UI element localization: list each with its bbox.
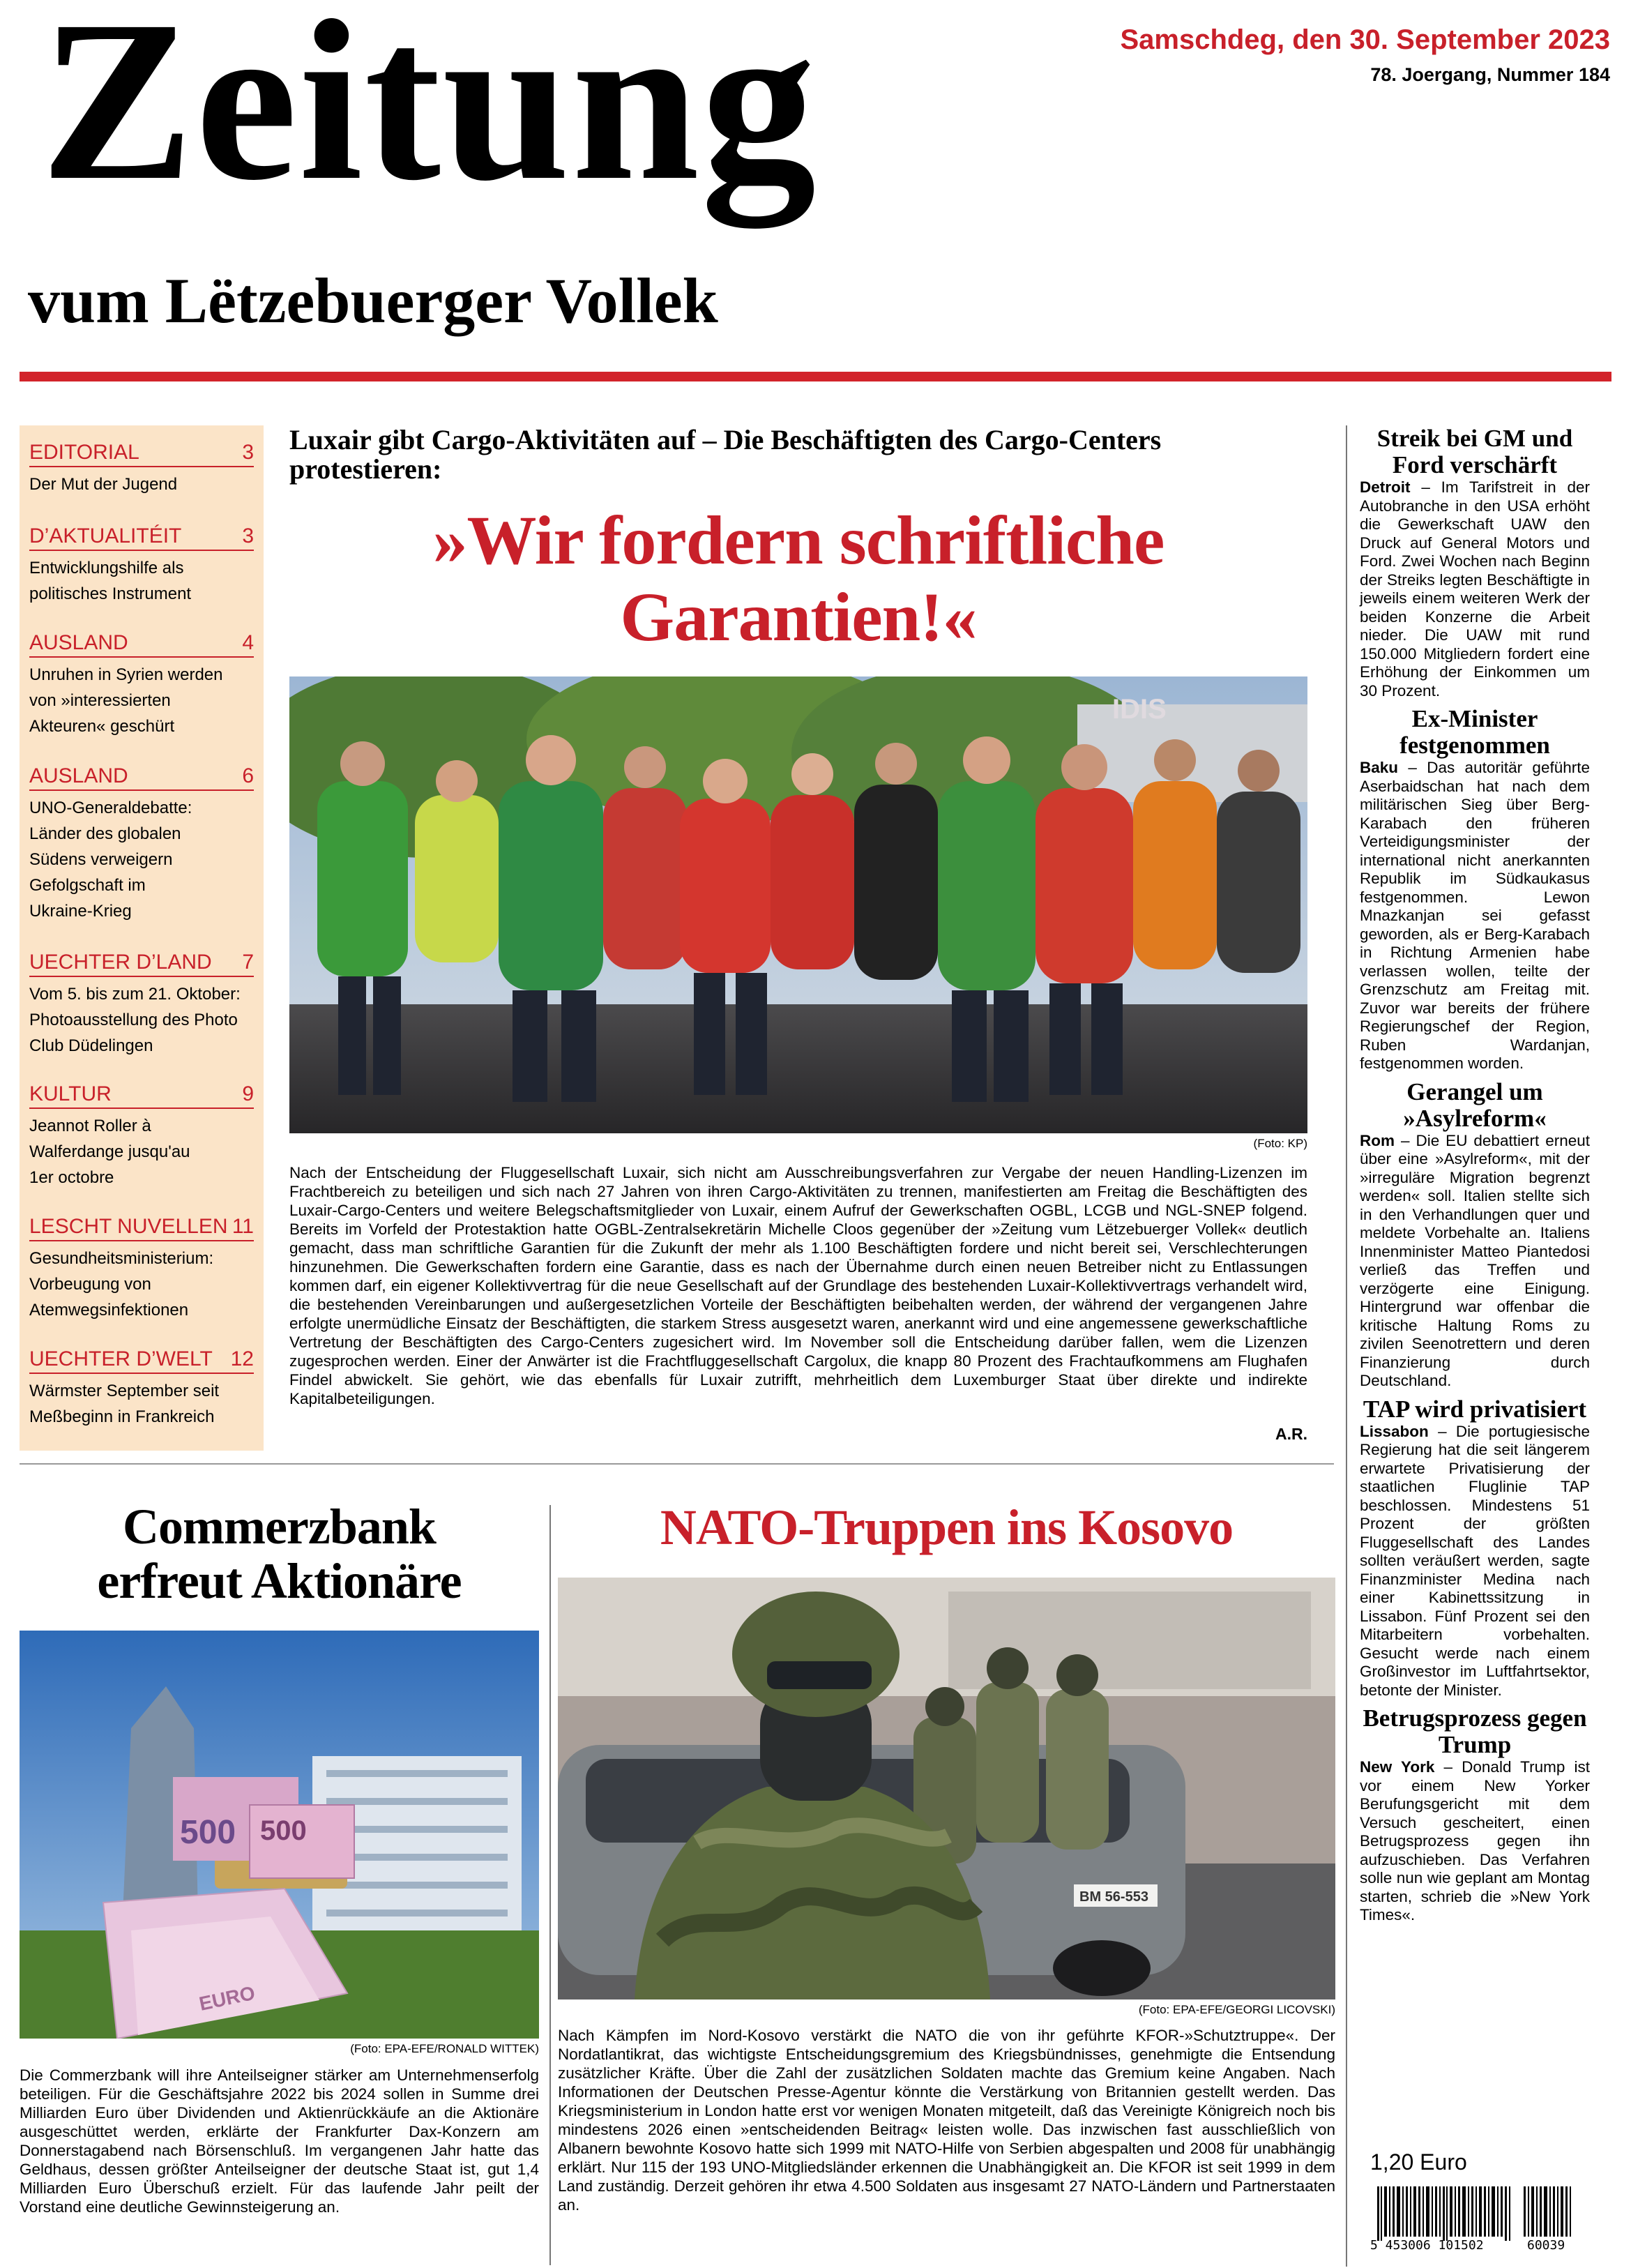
brief-dateline: Baku bbox=[1360, 759, 1399, 776]
index-section-name: LESCHT NUVELLEN bbox=[29, 1215, 228, 1238]
commerzbank-headline-line: erfreut Aktionäre bbox=[97, 1553, 462, 1609]
index-entry[interactable] bbox=[29, 949, 254, 1059]
index-page-number: 7 bbox=[242, 951, 254, 974]
bottom-column-divider bbox=[549, 1505, 551, 2265]
commerzbank-photo-image bbox=[20, 1631, 539, 2039]
brief-dateline: Lissabon bbox=[1360, 1422, 1429, 1440]
brief-content: – Das autoritär geführte Aserbaidschan hat nach dem militärischen Sieg über Berg-Karabach den früheren Verteidigungsminister der international nicht anerkannten Republik im Südkaukasus festgenommen. Lewon Mnazkanjan sei gefasst geworden, als er Berg-Karabach in Richtung Armenien habe verlassen wollen, teilte der Grenzschutz am Freitag mit. Zuvor war bereits der frühere Regierungschef der Region, Ruben Wardanjan, festgenommen worden. bbox=[1360, 759, 1590, 1072]
issue-date: Samschdeg, den 30. September 2023 bbox=[1120, 24, 1610, 55]
index-entry[interactable] bbox=[29, 523, 254, 607]
index-section-name: UECHTER D’LAND bbox=[29, 951, 212, 974]
index-text-line: Meßbeginn in Frankreich bbox=[29, 1407, 215, 1426]
nato-headline: NATO-Truppen ins Kosovo bbox=[660, 1499, 1234, 1555]
index-page-number: 3 bbox=[242, 441, 254, 464]
masthead-subtitle: vum Lëtzebuerger Vollek bbox=[28, 265, 718, 336]
news-briefs-column bbox=[1360, 425, 1590, 1925]
index-text-line: politisches Instrument bbox=[29, 584, 192, 603]
nato-photo bbox=[558, 1578, 1335, 1999]
barcode-digits-right: 60039 bbox=[1527, 2238, 1565, 2253]
index-text-line: Atemwegsinfektionen bbox=[29, 1301, 189, 1320]
lead-photo-sign: IDIS bbox=[1112, 694, 1167, 725]
index-text-line: Länder des globalen bbox=[29, 824, 181, 843]
commerzbank-headline-line: Commerzbank bbox=[123, 1499, 436, 1555]
section-divider bbox=[20, 1463, 1334, 1465]
index-text-line: Walferdange jusqu'au bbox=[29, 1142, 190, 1161]
brief-content: – Im Tarifstreit in der Autobranche in den USA erhöht die Gewerkschaft UAW den Druck auf General Motors und Ford. Zwei Wochen nach Beginn der Streiks legten Beschäftigte in jeweils einem weiteren Werk der beiden Konzerne die Arbeit nieder. Die UAW mit rund 150.000 Mitgliedern fordert eine Erhöhung der Einkommen um 30 Prozent. bbox=[1360, 478, 1590, 700]
nato-license-plate: BM 56-553 bbox=[1079, 1889, 1148, 1905]
commerzbank-note-value: 500 bbox=[180, 1814, 236, 1851]
lead-body: Nach der Entscheidung der Fluggesellschaft Luxair, sich nicht am Ausschreibungsverfahren zur Vergabe der neuen Handling-Lizenzen im Frachtbereich zu beteiligen und sich nach 27 Jahren von ihren Cargo-Aktivitäten zu trennen, manifestierten am Freitag die Beschäftigten des Luxair-Cargo-Centers und weitere Belegschaftsmitglieder von Luxair, einem Aufruf der Gewerkschaften OGBL, LCGB und NGL-SNEP folgend. Bereits im Vorfeld der Protestaktion hatte OGBL-Zentralsekretärin Michelle Cloos gegenüber der »Zeitung vum Lëtzebuerger Vollek« deutlich gemacht, dass man schriftliche Garantien für die Zukunft der mehr als 1.100 Beschäftigten fordere und nicht bereit sei, Verschlechterungen hinzunehmen. Die Gewerkschaften fordern eine Garantie, dass es nach der Übernahme durch einen neuen Betreiber nicht zu Entlassungen kommen darf, ein eigener Kollektivvertrag für die neue Gesellschaft auf der Grundlage des bestehenden Luxair-Kollektivvertrags verhandelt wird, die bestehenden Vereinbarungen und außergesetzlichen Vorteile der Beschäftigten beibehalten werden, der während der vergangenen Jahre erfolgte unermüdliche Einsatz der Beschäftigten, die starkem Stress ausgesetzt waren, anerkannt wird und eine angemessene gewerkschaftliche Vertretung der Beschäftigten des Cargo-Centers zugesichert wird. Im November soll die Entscheidung darüber fallen, wem die Lizenzen zugesprochen werden. Einer der Anwärter ist die Frachtfluggesellschaft Cargolux, die knapp 80 Prozent des Frachtaufkommens am Flughafen Findel abwickelt. Sie gehört, wie das ebenfalls für Luxair zutrifft, mehrheitlich dem Luxemburger Staat über direkte und indirekte Kapitalbeteiligungen. bbox=[289, 1164, 1307, 1407]
index-text-line: Club Düdelingen bbox=[29, 1036, 153, 1055]
index-text-line: UNO-Generaldebatte: bbox=[29, 799, 192, 817]
brief-item bbox=[1360, 1705, 1590, 1925]
brief-item bbox=[1360, 706, 1590, 1073]
brief-dateline: New York bbox=[1360, 1758, 1435, 1776]
index-page-number: 6 bbox=[242, 764, 254, 787]
nato-body: Nach Kämpfen im Nord-Kosovo verstärkt die NATO die von ihr geführte KFOR-»Schutztruppe«. Der Nordatlantikrat, das wichtigste Entscheidungsgremium des Kriegsbündnisses, genehmigte die Entsendung zusätzlicher Kräfte. Über die Zahl der zusätzlichen Soldaten machte das Gremium keine Angaben. Nach Informationen der Deutschen Presse-Agentur könnte die Verstärkung von Britannien gestellt werden. Das Kriegsministerium in London hatte erst vor wenigen Monaten mitgeteilt, daß das Vereinigte Königreich noch bis mindestens 2026 einen »entscheidenden Beitrag« leisten wolle. Das inzwischen fast ausschließlich von Albanern bewohnte Kosovo hatte sich 1999 mit NATO-Hilfe von Serbien abgespalten und 2008 für unabhängig erklärt. Nur 115 der 193 UNO-Mitgliedsländer erkennen die Unabhängigkeit an. Die KFOR ist seit 1999 in dem Land zuständig. Derzeit gehören ihr etwa 4.500 Soldaten aus insgesamt 27 NATO-Ländern und Partnerstaaten an. bbox=[558, 2027, 1335, 2214]
brief-item bbox=[1360, 425, 1590, 700]
brief-content: – Die portugiesische Regierung hat die seit längerem erwartete Privatisierung der staatlichen Fluglinie TAP beschlossen. Mindestens 51 Prozent der größten Fluggesellschaft des Landes sollten veräußert werden, sagte Finanzminister Medina nach einer Kabinettssitzung in Lissabon. Fünf Prozent sei den Mitarbeitern vorbehalten. Gesucht werde nach einem Großinvestor im Luftfahrtsektor, betonte der Minister. bbox=[1360, 1422, 1590, 1699]
index-section-name: KULTUR bbox=[29, 1082, 112, 1105]
commerzbank-photo bbox=[20, 1631, 539, 2039]
lead-photo bbox=[289, 676, 1307, 1133]
masthead-rule bbox=[20, 372, 1611, 381]
masthead-title: Zeitung bbox=[40, 0, 818, 228]
table-of-contents bbox=[20, 425, 264, 1451]
index-page-number: 3 bbox=[242, 524, 254, 547]
lead-kicker: Luxair gibt Cargo-Aktivitäten auf – Die Beschäftigten des Cargo-Centers protestieren: bbox=[289, 424, 1162, 485]
lead-author: A.R. bbox=[1275, 1425, 1307, 1443]
lead-photo-image bbox=[289, 676, 1307, 1133]
lead-headline-line: Garantien!« bbox=[620, 578, 977, 656]
index-text-line: Wärmster September seit bbox=[29, 1382, 220, 1400]
brief-item bbox=[1360, 1396, 1590, 1700]
commerzbank-photo-caption: (Foto: EPA-EFE/RONALD WITTEK) bbox=[350, 2042, 539, 2055]
index-text-line: Vom 5. bis zum 21. Oktober: bbox=[29, 985, 241, 1004]
brief-text bbox=[1360, 759, 1590, 1073]
commerzbank-note-currency: EURO bbox=[197, 1981, 257, 2015]
index-text-line: Der Mut der Jugend bbox=[29, 475, 178, 494]
index-text-line: Gesundheitsministerium: bbox=[29, 1249, 214, 1268]
brief-content: – Die EU debattiert erneut über eine »Asylreform«, mit der »irreguläre Migration begrenzt werden« soll. Italien stellte sich in den Verhandlungen quer und meldete Vorbehalte an. Italiens Innenminister Matteo Piantedosi verließ das Treffen und verzögerte eine Einigung. Hintergrund war offenbar die kritische Haltung Roms zu zivilen Seenotrettern und deren Finanzierung durch Deutschland. bbox=[1360, 1131, 1590, 1389]
lead-headline-line: »Wir fordern schriftliche bbox=[432, 501, 1165, 579]
index-text-line: Jeannot Roller à bbox=[29, 1117, 151, 1135]
commerzbank-headline bbox=[20, 1499, 539, 1608]
index-text-line: 1er octobre bbox=[29, 1168, 114, 1187]
brief-content: – Donald Trump ist vor einem New Yorker Berufungsgericht mit dem Versuch gescheitert, einen Betrugsprozess gegen ihn aufzuschieben. Das Verfahren solle nun wie geplant am Montag starten, schrieb die »New York Times«. bbox=[1360, 1758, 1590, 1923]
index-text-line: Unruhen in Syrien werden bbox=[29, 665, 223, 684]
brief-title: Ex-Minister festgenommen bbox=[1399, 705, 1550, 759]
index-page-number: 12 bbox=[230, 1347, 254, 1370]
nato-photo-image bbox=[558, 1578, 1335, 1999]
index-page-number: 11 bbox=[232, 1215, 254, 1238]
barcode-digits-left: 5 453006 101502 bbox=[1370, 2238, 1484, 2253]
index-section-name: AUSLAND bbox=[29, 764, 128, 787]
commerzbank-note-value: 500 bbox=[260, 1815, 307, 1846]
index-text-line: Entwicklungshilfe als bbox=[29, 559, 184, 577]
brief-dateline: Detroit bbox=[1360, 478, 1411, 496]
index-entry[interactable] bbox=[29, 439, 254, 497]
lead-headline bbox=[289, 502, 1307, 656]
commerzbank-body: Die Commerzbank will ihre Anteilseigner stärker am Unternehmenserfolg beteiligen. Für die Geschäftsjahre 2022 bis 2024 sollen in Summe drei Milliarden Euro über Dividenden und Aktienrückkäufe an die Aktionäre ausgeschüttet werden, erklärte der Frankfurter Dax-Konzern am Donnerstagabend nach Börsenschluß. Im vergangenen Jahr hatte das Geldhaus, dessen größter Anteilseigner der deutsche Staat ist, gut 1,4 Milliarden Euro Überschuß erzielt. Für das laufende Jahr peilt der Vorstand eine deutliche Gewinnsteigerung an. bbox=[20, 2066, 539, 2216]
brief-dateline: Rom bbox=[1360, 1131, 1395, 1149]
index-text-line: Photoausstellung des Photo bbox=[29, 1011, 238, 1029]
issue-number: 78. Joergang, Nummer 184 bbox=[1370, 64, 1610, 85]
price-label: 1,20 Euro bbox=[1370, 2149, 1467, 2175]
index-text-line: von »interessierten bbox=[29, 691, 171, 710]
index-page-number: 4 bbox=[242, 631, 254, 654]
index-entry[interactable] bbox=[29, 763, 254, 924]
index-section-name: UECHTER D’WELT bbox=[29, 1347, 213, 1370]
brief-title: Streik bei GM und Ford verschärft bbox=[1376, 425, 1573, 478]
index-text-line: Vorbeugung von bbox=[29, 1275, 151, 1294]
index-entry[interactable] bbox=[29, 1214, 254, 1323]
index-entry[interactable] bbox=[29, 1081, 254, 1190]
index-section-name: EDITORIAL bbox=[29, 441, 139, 464]
index-section-name: D’AKTUALITÉIT bbox=[29, 524, 182, 547]
index-entry[interactable] bbox=[29, 1346, 254, 1430]
barcode bbox=[1370, 2186, 1586, 2256]
brief-text bbox=[1360, 1132, 1590, 1391]
brief-item bbox=[1360, 1079, 1590, 1391]
index-page-number: 9 bbox=[242, 1082, 254, 1105]
index-text-line: Südens verweigern bbox=[29, 850, 173, 869]
nato-photo-caption: (Foto: EPA-EFE/GEORGI LICOVSKI) bbox=[1138, 2003, 1335, 2016]
brief-title: Betrugsprozess gegen Trump bbox=[1363, 1704, 1587, 1758]
index-text-line: Ukraine-Krieg bbox=[29, 902, 132, 921]
brief-text bbox=[1360, 1423, 1590, 1700]
index-text-line: Gefolgschaft im bbox=[29, 876, 146, 895]
index-section-name: AUSLAND bbox=[29, 631, 128, 654]
index-text-line: Akteuren« geschürt bbox=[29, 717, 175, 736]
brief-title: Gerangel um »Asylreform« bbox=[1403, 1078, 1547, 1132]
brief-text bbox=[1360, 478, 1590, 700]
lead-photo-caption: (Foto: KP) bbox=[1253, 1137, 1307, 1150]
right-column-divider bbox=[1346, 425, 1347, 2267]
brief-title: TAP wird privatisiert bbox=[1363, 1395, 1587, 1423]
brief-text bbox=[1360, 1758, 1590, 1925]
index-entry[interactable] bbox=[29, 630, 254, 739]
